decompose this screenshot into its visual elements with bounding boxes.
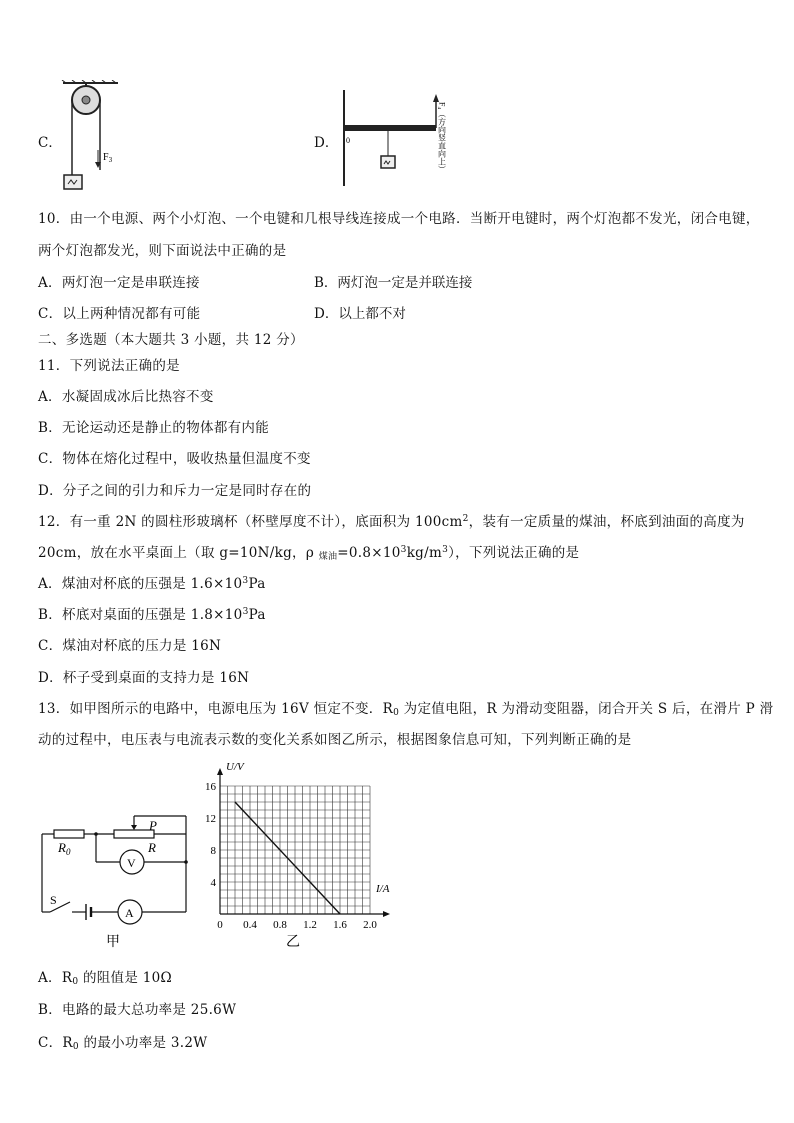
s-label: S xyxy=(50,893,57,907)
x-axis-label: I/A xyxy=(376,883,390,895)
q9-option-c-label: C． xyxy=(38,135,62,151)
q10-stem-line2: 两个灯泡都发光，则下面说法中正确的是 xyxy=(38,243,287,259)
q12-option-d: D．杯子受到桌面的支持力是 16N xyxy=(38,670,250,686)
graph-ticks xyxy=(205,781,377,931)
q10-stem-line1: 10．由一个电源、两个小灯泡、一个电键和几根导线连接成一个电路．当断开电键时，两个灯泡都不发光，闭合电键， xyxy=(38,211,760,227)
q10-option-b: B．两灯泡一定是并联连接 xyxy=(314,275,473,291)
q9-pulley-figure xyxy=(58,80,128,200)
graph-grid xyxy=(220,786,370,914)
graph-caption: 乙 xyxy=(286,935,300,950)
voltmeter-label: V xyxy=(127,856,136,870)
y-axis-arrow xyxy=(217,768,223,775)
q11-option-b: B．无论运动还是静止的物体都有内能 xyxy=(38,420,270,436)
circuit-caption: 甲 xyxy=(106,935,120,950)
graph-axes xyxy=(217,768,390,917)
q10-option-a: A．两灯泡一定是串联连接 xyxy=(38,275,200,291)
x-axis-arrow xyxy=(383,911,390,917)
y-tick-label: 16 xyxy=(205,781,216,793)
q13-stem-line1: 13．如甲图所示的电路中，电源电压为 16V 恒定不变．$R_0$ 为定值电阻，R 为滑动变阻器，闭合开关 S 后，在滑片 P 滑 xyxy=(38,701,774,718)
x-tick-label: 0.8 xyxy=(273,919,287,931)
y-tick-label: 4 xyxy=(210,877,216,889)
q12-option-b: B．杯底对桌面的压强是 $1.8\times 10^3Pa$ xyxy=(38,607,266,623)
y-tick-label: 8 xyxy=(210,845,216,857)
q13-option-b: B．电路的最大总功率是 25.6W xyxy=(38,1002,237,1018)
x-tick-label: 1.2 xyxy=(303,919,317,931)
r0-resistor xyxy=(54,830,84,838)
q12-option-c: C．煤油对杯底的压力是 16N xyxy=(38,638,222,654)
ui-graph xyxy=(196,758,396,954)
ammeter-label: A xyxy=(125,906,134,920)
d-force-annotation: F₄（方向竖直向上） xyxy=(437,102,447,174)
c-force-label: $F_3$ xyxy=(103,152,113,164)
y-axis-label: U/V xyxy=(226,761,244,773)
x-tick-label: 0 xyxy=(217,919,223,931)
q11-option-a: A．水凝固成冰后比热容不变 xyxy=(38,389,214,405)
x-tick-label: 1.6 xyxy=(333,919,347,931)
q11-stem: 11．下列说法正确的是 xyxy=(38,358,180,374)
rheostat-r xyxy=(114,830,154,838)
x-tick-label: 2.0 xyxy=(363,919,377,931)
q13-option-c: C．$R_0$ 的最小功率是 3.2W xyxy=(38,1035,208,1052)
q9-option-d-label: D． xyxy=(314,135,339,151)
q9-lever-figure xyxy=(338,88,458,188)
q12-stem-line2: 20cm，放在水平桌面上（取 g=10N/kg，ρ $_{煤油}=0.8\times 10^3kg/m^3$），下列说法正确的是 xyxy=(38,545,580,562)
q11-option-c: C．物体在熔化过程中，吸收热量但温度不变 xyxy=(38,451,311,467)
section-2-heading: 二、多选题（本大题共 3 小题，共 12 分） xyxy=(38,332,304,348)
d-zero-label: 0 xyxy=(346,136,350,145)
q12-option-a: A．煤油对杯底的压强是 $1.6\times 10^3Pa$ xyxy=(38,576,266,592)
x-tick-label: 0.4 xyxy=(243,919,257,931)
q10-option-c: C．以上两种情况都有可能 xyxy=(38,306,201,322)
q13-option-a: A．$R_0$ 的阻值是 10Ω xyxy=(38,970,173,987)
q13-stem-line2: 动的过程中，电压表与电流表示数的变化关系如图乙所示，根据图象信息可知，下列判断正确的是 xyxy=(38,732,632,748)
q12-stem-line1: 12．有一重 2N 的圆柱形玻璃杯（杯壁厚度不计），底面积为 $100cm^2$，装有一定质量的煤油，杯底到油面的高度为 xyxy=(38,514,745,530)
r0-label: $R_0$ xyxy=(58,840,71,857)
circuit-diagram xyxy=(36,812,196,952)
r-label: R xyxy=(148,840,156,855)
p-label: P xyxy=(149,818,157,833)
y-tick-label: 12 xyxy=(205,813,216,825)
q11-option-d: D．分子之间的引力和斥力一定是同时存在的 xyxy=(38,483,312,499)
q10-option-d: D．以上都不对 xyxy=(314,306,406,322)
